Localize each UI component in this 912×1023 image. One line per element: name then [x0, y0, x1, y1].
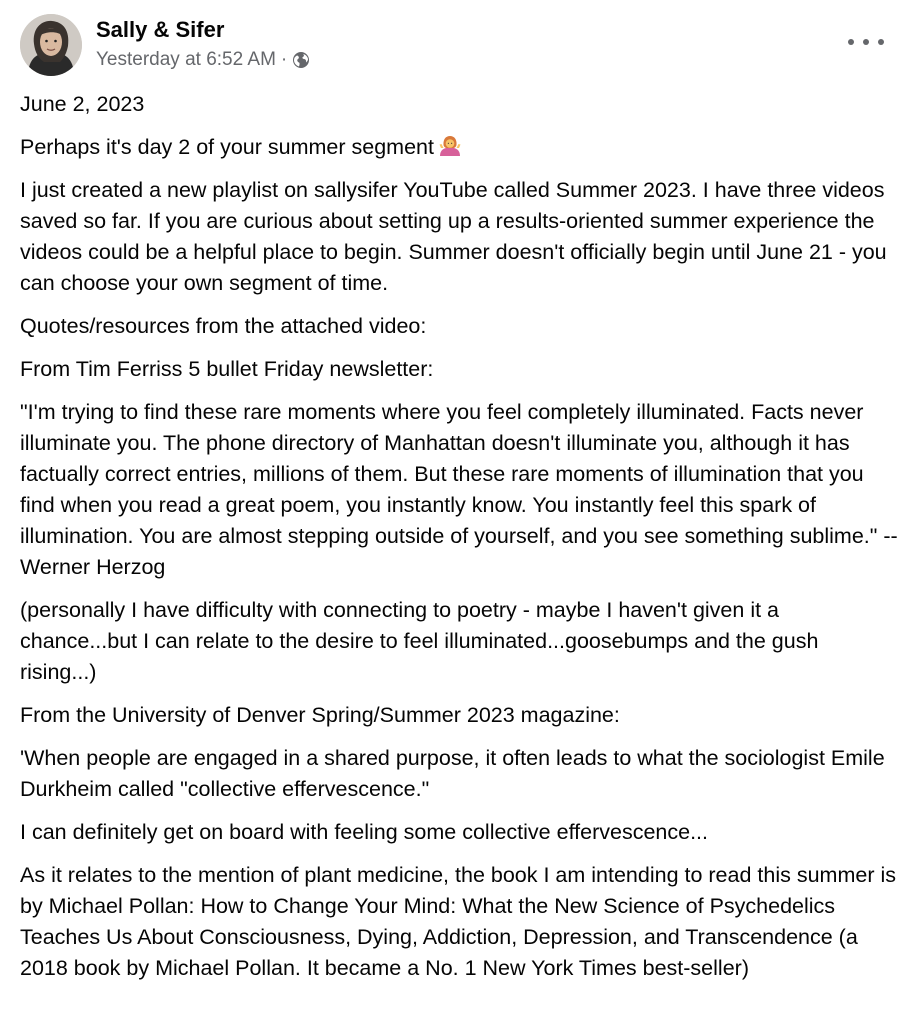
post-meta: [96, 16, 310, 72]
post-date-line: June 2, 2023: [20, 92, 145, 116]
post-timestamp[interactable]: Yesterday at 6:52 AM: [96, 49, 276, 70]
post-paragraph-denver: From the University of Denver Spring/Summer 2023 magazine:: [20, 703, 620, 727]
author-name[interactable]: Sally & Sifer: [96, 17, 225, 42]
separator: ·: [280, 49, 288, 70]
post-paragraph-playlist: I just created a new playlist on sallysifer YouTube called Summer 2023. I have three videos saved so far. If you are curious about setting up a results-oriented summer experience the videos could be a helpful place to begin. Summer doesn't officially begin until June 21 - you can choose your own segment of time.: [20, 178, 887, 295]
post-paragraph-pollan: As it relates to the mention of plant medicine, the book I am intending to read this summer is by Michael Pollan: How to Change Your Mind: What the New Science of Psychedelics Teaches Us About Consciousness, Dying, Addiction, Depression, and Transcendence (a 2018 book by Michael Pollan. It became a No. 1 New York Times best-seller): [20, 863, 896, 980]
post-header: [20, 14, 310, 78]
post-paragraph-poetry: (personally I have difficulty with connecting to poetry - maybe I haven't given it a chance...but I can relate to the desire to feel illuminated...goosebumps and the gush rising...): [20, 598, 819, 684]
globe-icon[interactable]: [292, 51, 310, 69]
more-horizontal-icon-dot-2: [863, 39, 869, 45]
post-paragraph-tim-ferriss: From Tim Ferriss 5 bullet Friday newsletter:: [20, 357, 434, 381]
post-body: [20, 89, 900, 996]
more-horizontal-icon: [848, 39, 854, 45]
author-avatar[interactable]: [20, 14, 82, 76]
more-horizontal-icon-dot-3: [878, 39, 884, 45]
post-paragraph-durkheim-quote: 'When people are engaged in a shared purpose, it often leads to what the sociologist Emile Durkheim called "collective effervescence.": [20, 746, 885, 801]
person-shrugging-emoji-icon: [438, 134, 462, 158]
post-subline: [96, 48, 310, 72]
more-options-button[interactable]: [848, 30, 884, 54]
post-paragraph-quotes-intro: Quotes/resources from the attached video:: [20, 314, 427, 338]
post-paragraph-summer-segment: [20, 132, 900, 163]
post-paragraph-effervescence: I can definitely get on board with feeling some collective effervescence...: [20, 820, 708, 844]
post-paragraph-herzog-quote: "I'm trying to find these rare moments where you feel completely illuminated. Facts never illuminate you. The phone directory of Manhattan doesn't illuminate you, although it has factually correct entries, millions of them. But these rare moments of illumination that you find when you read a great poem, you instantly know. You instantly feel this spark of illumination. You are almost stepping outside of yourself, and you see something sublime." -- Werner Herzog: [20, 400, 898, 579]
post-paragraph-text: Perhaps it's day 2 of your summer segment: [20, 135, 434, 159]
